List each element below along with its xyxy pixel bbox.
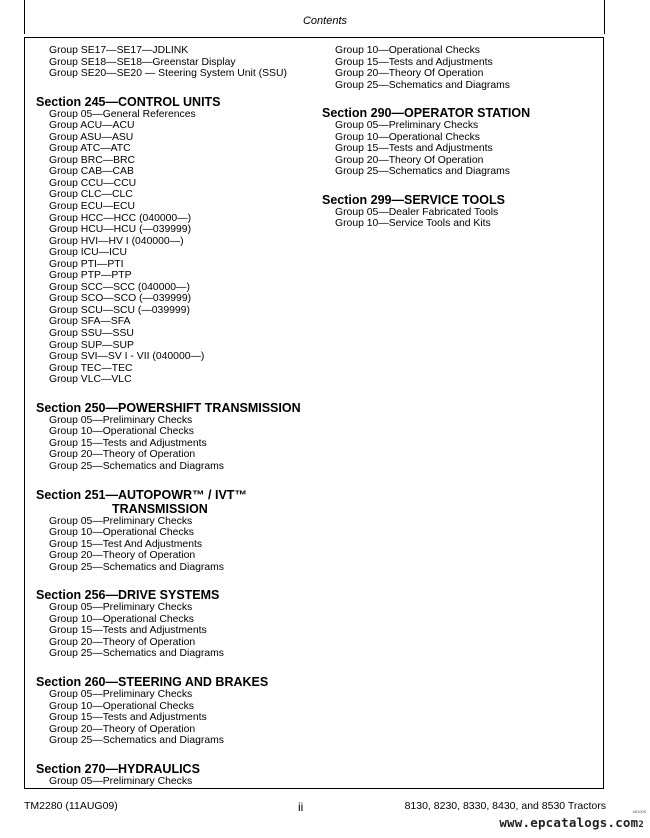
group-entry: Group 15—Tests and Adjustments <box>49 437 207 449</box>
toc-section <box>322 192 602 230</box>
section-title-text: Section 299—SERVICE TOOLS <box>322 192 505 207</box>
group-entry: Group ACU—ACU <box>49 120 135 132</box>
group-entry: Group 10—Operational Checks <box>49 426 194 438</box>
section-title <box>36 674 316 689</box>
group-entry: Group 15—Tests and Adjustments <box>335 56 493 68</box>
group-entry: Group SE20—SE20 — Steering System Unit (SSU) <box>49 68 287 80</box>
group-entry: Group 10—Operational Checks <box>49 613 194 625</box>
section-title <box>36 761 316 776</box>
toc-section <box>36 400 316 473</box>
footer-page-number: ii <box>298 800 304 814</box>
footer-code: 081009 <box>632 809 646 814</box>
group-entry: Group CCU—CCU <box>49 177 137 189</box>
toc-section <box>36 487 316 574</box>
toc-section <box>36 674 316 747</box>
group-entry: Group 20—Theory Of Operation <box>335 154 484 166</box>
group-entry: Group 25—Schematics and Diagrams <box>49 735 224 747</box>
group-entry: Group BRC—BRC <box>49 154 136 166</box>
group-entry: Group 10—Operational Checks <box>335 45 480 56</box>
section-title <box>36 94 316 109</box>
group-entry: Group VLC—VLC <box>49 374 132 386</box>
section-title-text: Section 245—CONTROL UNITS <box>36 94 221 109</box>
section-title-continuation: TRANSMISSION <box>112 501 208 516</box>
group-entry: Group 15—Tests and Adjustments <box>49 712 207 724</box>
group-entry: Group 05—Preliminary Checks <box>49 775 193 787</box>
group-entry: Group TEC—TEC <box>49 362 133 374</box>
group-entry: Group PTI—PTI <box>49 258 124 270</box>
group-entry: Group SCU—SCU (—039999) <box>49 304 190 316</box>
group-entry: Group 10—Service Tools and Kits <box>335 218 491 230</box>
page-header-title: Contents <box>302 15 348 27</box>
group-entry: Group ATC—ATC <box>49 143 131 155</box>
footer-model-list: 8130, 8230, 8330, 8430, and 8530 Tractors <box>404 800 606 812</box>
group-entry: Group 05—Preliminary Checks <box>49 515 193 527</box>
group-entry: Group 05—General References <box>49 108 196 120</box>
group-entry: Group 25—Schematics and Diagrams <box>335 166 510 178</box>
group-entry: Group 15—Tests and Adjustments <box>335 143 493 155</box>
group-entry: Group 15—Tests and Adjustments <box>49 625 207 637</box>
watermark-url[interactable]: www.epcatalogs.com2 <box>499 815 644 830</box>
group-entry: Group 20—Theory of Operation <box>49 550 196 562</box>
group-entry: Group HCU—HCU (—039999) <box>49 224 192 236</box>
group-entry: Group 20—Theory of Operation <box>49 723 196 735</box>
section-title <box>36 487 316 516</box>
section-title-text: Section 250—POWERSHIFT TRANSMISSION <box>36 400 301 415</box>
group-entry: Group 20—Theory of Operation <box>49 636 196 648</box>
group-entry: Group 10—Operational Checks <box>49 700 194 712</box>
group-entry: Group 20—Theory of Operation <box>49 449 196 461</box>
group-entry: Group PTP—PTP <box>49 270 132 282</box>
group-entry: Group 25—Schematics and Diagrams <box>49 561 224 573</box>
footer-manual-id: TM2280 (11AUG09) <box>24 800 118 812</box>
group-entry: Group CLC—CLC <box>49 189 133 201</box>
group-entry: Group 05—Preliminary Checks <box>335 120 479 132</box>
toc-section <box>36 94 316 386</box>
right-column <box>322 45 602 244</box>
group-entry: Group ICU—ICU <box>49 247 127 259</box>
group-entry: Group ASU—ASU <box>49 131 134 143</box>
group-entry: Group 25—Schematics and Diagrams <box>335 79 510 91</box>
section-title <box>36 587 316 602</box>
group-entry: Group 05—Preliminary Checks <box>49 688 193 700</box>
group-entry: Group CAB—CAB <box>49 166 134 178</box>
group-entry: Group 15—Test And Adjustments <box>49 538 203 550</box>
group-entry: Group ECU—ECU <box>49 201 136 213</box>
group-entry: Group SE17—SE17—JDLINK <box>49 45 189 56</box>
group-entry: Group 10—Operational Checks <box>335 131 480 143</box>
section-title-text: Section 290—OPERATOR STATION <box>322 106 531 121</box>
section-title <box>322 192 602 207</box>
left-column <box>36 45 316 801</box>
group-entry: Group SVI—SV I - VII (040000—) <box>49 351 205 363</box>
continued-group-list <box>322 45 602 91</box>
group-entry: Group 25—Schematics and Diagrams <box>49 648 224 660</box>
continued-group-list <box>36 45 316 80</box>
group-entry: Group SFA—SFA <box>49 316 131 328</box>
section-title-text: Section 256—DRIVE SYSTEMS <box>36 588 220 603</box>
toc-section <box>36 587 316 660</box>
group-entry: Group HVI—HV I (040000—) <box>49 235 184 247</box>
group-entry: Group 25—Schematics and Diagrams <box>49 460 224 472</box>
group-entry: Group SSU—SSU <box>49 328 134 340</box>
section-title-text: Section 270—HYDRAULICS <box>36 761 200 776</box>
group-entry: Group 05—Preliminary Checks <box>49 602 193 614</box>
toc-section <box>322 105 602 178</box>
group-entry: Group SCO—SCO (—039999) <box>49 293 192 305</box>
group-entry: Group SE18—SE18—Greenstar Display <box>49 56 236 68</box>
group-entry: Group SCC—SCC (040000—) <box>49 281 190 293</box>
group-entry: Group 20—Theory Of Operation <box>335 68 484 80</box>
section-title-text: Section 251—AUTOPOWR™ / IVT™ <box>36 487 247 502</box>
toc-section <box>36 761 316 788</box>
section-title-text: Section 260—STEERING AND BRAKES <box>36 674 269 689</box>
group-entry: Group 05—Preliminary Checks <box>49 414 193 426</box>
group-entry: Group HCC—HCC (040000—) <box>49 212 192 224</box>
group-entry: Group 10—Operational Checks <box>49 527 194 539</box>
group-entry: Group 05—Dealer Fabricated Tools <box>335 206 499 218</box>
section-title <box>36 400 316 415</box>
group-entry: Group SUP—SUP <box>49 339 134 351</box>
section-title <box>322 105 602 120</box>
